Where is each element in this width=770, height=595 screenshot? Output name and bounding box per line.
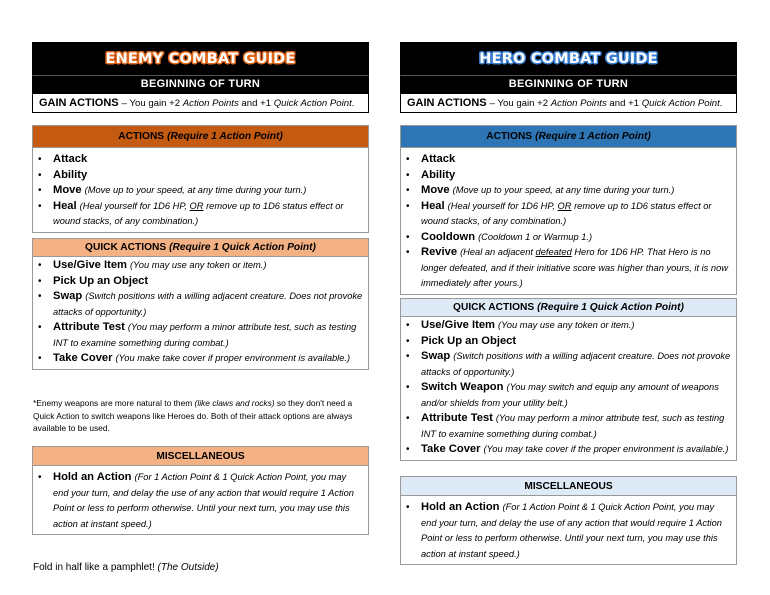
item-name: Cooldown xyxy=(421,230,476,243)
item-name: Swap xyxy=(53,290,83,302)
list-item xyxy=(401,500,732,562)
item-name: Use/Give Item xyxy=(421,319,495,331)
enemy-quick-list xyxy=(33,257,368,369)
list-item xyxy=(401,442,732,458)
hero-gain-text-2: and +1 xyxy=(606,97,642,109)
item-name: Take Cover xyxy=(53,352,113,364)
list-item xyxy=(401,199,732,230)
bullet-icon: • xyxy=(38,260,42,271)
enemy-quick-header xyxy=(33,239,368,257)
list-item xyxy=(401,230,732,246)
item-name: Attack xyxy=(421,153,456,165)
hero-quick-req: (Require 1 Quick Action Point) xyxy=(537,302,684,313)
footer-italic: (The Outside) xyxy=(157,562,219,573)
item-name: Switch Weapon xyxy=(421,381,504,393)
item-desc: (Heal yourself for 1D6 HP, OR remove up to 1D6 status effect or wound stacks, of any combination.) xyxy=(421,200,715,226)
bullet-icon: • xyxy=(38,169,42,181)
item-desc: (You may perform a minor attribute test, such as testing INT to examine something during combat.) xyxy=(53,322,357,348)
bullet-icon: • xyxy=(406,335,410,347)
bullet-icon: • xyxy=(406,413,410,424)
item-desc: (For 1 Action Point & 1 Quick Action Point, you may end your turn, and delay the use of any action that would require 1 Action Point or less to perform otherwise. Until your next turn, you may use this action at instant speed.) xyxy=(53,472,354,529)
list-item xyxy=(33,258,364,274)
enemy-weapon-note: *Enemy weapons are more natural to them (like claws and rocks) so they don't need a Quick Action to switch weapons like Heroes do. Both of their attack options are always available to be used. xyxy=(33,398,355,433)
bullet-icon: • xyxy=(38,200,42,212)
item-name: Attack xyxy=(53,153,88,165)
enemy-turn-header: BEGINNING OF TURN xyxy=(32,75,369,93)
footer-text: Fold in half like a pamphlet! xyxy=(33,562,158,573)
enemy-quick-req: (Require 1 Quick Action Point) xyxy=(169,242,316,253)
hero-guide xyxy=(400,42,737,559)
list-item xyxy=(33,274,364,290)
bullet-icon: • xyxy=(406,185,410,196)
enemy-title: ENEMY COMBAT GUIDE xyxy=(105,50,296,67)
enemy-gain-text-3: Quick Action Point xyxy=(273,97,352,109)
item-desc: (You may switch and equip any amount of weapons and/or shields from your utility belt.) xyxy=(421,382,719,408)
hero-quick-title: QUICK ACTIONS xyxy=(453,302,535,313)
enemy-actions-list xyxy=(33,148,368,232)
item-name: Heal xyxy=(421,199,445,212)
enemy-quick-section xyxy=(32,238,369,370)
item-name: Pick Up an Object xyxy=(421,334,517,347)
enemy-gain-text-0: – You gain +2 xyxy=(121,97,183,109)
enemy-gain-label: GAIN ACTIONS xyxy=(39,97,119,109)
hero-quick-list xyxy=(401,317,736,460)
list-item xyxy=(401,349,732,380)
item-name: Revive xyxy=(421,246,458,258)
enemy-misc-header: MISCELLANEOUS xyxy=(33,447,368,466)
enemy-gain-text-2: and +1 xyxy=(238,97,274,109)
list-item xyxy=(33,183,364,199)
bullet-icon: • xyxy=(38,322,42,333)
bullet-icon: • xyxy=(406,247,410,258)
hero-actions-section xyxy=(400,125,737,295)
list-item xyxy=(33,199,364,230)
item-name: Pick Up an Object xyxy=(53,274,149,287)
hero-actions-title: ACTIONS xyxy=(486,131,533,142)
bullet-icon: • xyxy=(406,382,410,393)
item-name: Use/Give Item xyxy=(53,259,127,271)
bullet-icon: • xyxy=(38,275,42,287)
bullet-icon: • xyxy=(406,154,410,165)
list-item xyxy=(401,152,732,168)
hero-actions-header xyxy=(401,126,736,148)
bullet-icon: • xyxy=(406,444,410,455)
bullet-icon: • xyxy=(406,200,410,212)
enemy-actions-header xyxy=(33,126,368,148)
bullet-icon: • xyxy=(406,231,410,243)
list-item xyxy=(401,334,732,350)
list-item xyxy=(33,168,364,184)
hero-actions-req: (Require 1 Action Point) xyxy=(535,131,651,142)
enemy-gain-text-1: Action Points xyxy=(182,97,239,109)
list-item xyxy=(401,183,732,199)
hero-title-bar xyxy=(400,42,737,75)
hero-misc-header: MISCELLANEOUS xyxy=(401,477,736,496)
hero-gain-actions xyxy=(400,93,737,113)
list-item xyxy=(33,320,364,351)
item-name: Swap xyxy=(421,350,451,362)
item-name: Attribute Test xyxy=(53,321,125,333)
item-name: Ability xyxy=(53,168,88,181)
item-name: Hold an Action xyxy=(53,471,132,483)
bullet-icon: • xyxy=(38,154,42,165)
list-item xyxy=(401,411,732,442)
item-name: Hold an Action xyxy=(421,501,500,513)
enemy-gain-actions xyxy=(32,93,369,113)
footer-note xyxy=(33,562,219,573)
item-name: Heal xyxy=(53,199,77,212)
item-desc: (Move up to your speed, at any time during your turn.) xyxy=(84,185,307,195)
hero-quick-header xyxy=(401,299,736,317)
list-item xyxy=(33,152,364,168)
enemy-misc-list xyxy=(33,466,368,534)
item-desc: (Move up to your speed, at any time during your turn.) xyxy=(452,185,675,195)
item-name: Attribute Test xyxy=(421,412,493,424)
enemy-guide xyxy=(32,42,369,529)
bullet-icon: • xyxy=(38,472,42,483)
item-desc: (For 1 Action Point & 1 Quick Action Point, you may end your turn, and delay the use of any action that would require 1 Action Point or less to perform otherwise. Until your next turn, you may use this action at instant speed.) xyxy=(421,502,722,559)
enemy-quick-title: QUICK ACTIONS xyxy=(85,242,167,253)
list-item xyxy=(33,470,364,532)
list-item xyxy=(33,289,364,320)
list-item xyxy=(401,318,732,334)
hero-misc-section xyxy=(400,476,737,565)
enemy-gain-text-4: . xyxy=(351,97,355,109)
item-name: Move xyxy=(53,184,82,196)
bullet-icon: • xyxy=(38,291,42,302)
item-desc: (You make take cover if proper environment is available.) xyxy=(115,353,351,363)
bullet-icon: • xyxy=(406,502,410,513)
bullet-icon: • xyxy=(38,353,42,364)
bullet-icon: • xyxy=(38,185,42,196)
hero-title: HERO COMBAT GUIDE xyxy=(479,50,658,67)
hero-gain-text-4: . xyxy=(719,97,723,109)
item-desc: (You may take cover if the proper environment is available.) xyxy=(483,444,729,454)
item-name: Ability xyxy=(421,168,456,181)
hero-gain-label: GAIN ACTIONS xyxy=(407,97,487,109)
enemy-misc-section xyxy=(32,446,369,535)
hero-quick-section xyxy=(400,298,737,461)
item-name: Take Cover xyxy=(421,443,481,455)
list-item xyxy=(401,168,732,184)
item-desc: (Switch positions with a willing adjacent creature. Does not provoke attacks of opportunity.) xyxy=(53,291,363,317)
list-item xyxy=(33,351,364,367)
hero-gain-text-3: Quick Action Point xyxy=(641,97,720,109)
enemy-actions-req: (Require 1 Action Point) xyxy=(167,131,283,142)
hero-gain-text-1: Action Points xyxy=(550,97,607,109)
item-desc: (Cooldown 1 or Warmup 1.) xyxy=(478,231,593,242)
item-name: Move xyxy=(421,184,450,196)
item-desc: (Heal an adjacent defeated Hero for 1D6 HP. That Hero is no longer defeated, and if their initiative score was higher than yours, it is now immediately after yours.) xyxy=(421,247,731,288)
hero-misc-list xyxy=(401,496,736,564)
enemy-title-bar xyxy=(32,42,369,75)
item-desc: (Switch positions with a willing adjacent creature. Does not provoke attacks of opportunity.) xyxy=(421,351,731,377)
hero-actions-list xyxy=(401,148,736,294)
item-desc: (You may perform a minor attribute test, such as testing INT to examine something during combat.) xyxy=(421,413,725,439)
item-desc: (Heal yourself for 1D6 HP, OR remove up to 1D6 status effect or wound stacks, of any combination.) xyxy=(53,200,347,226)
hero-turn-header: BEGINNING OF TURN xyxy=(400,75,737,93)
item-desc: (You may use any token or item.) xyxy=(130,260,267,270)
list-item xyxy=(401,380,732,411)
bullet-icon: • xyxy=(406,320,410,331)
enemy-actions-section xyxy=(32,125,369,233)
bullet-icon: • xyxy=(406,351,410,362)
bullet-icon: • xyxy=(406,169,410,181)
list-item xyxy=(401,245,732,292)
item-desc: (You may use any token or item.) xyxy=(498,320,635,330)
hero-gain-text-0: – You gain +2 xyxy=(489,97,551,109)
enemy-actions-title: ACTIONS xyxy=(118,131,165,142)
